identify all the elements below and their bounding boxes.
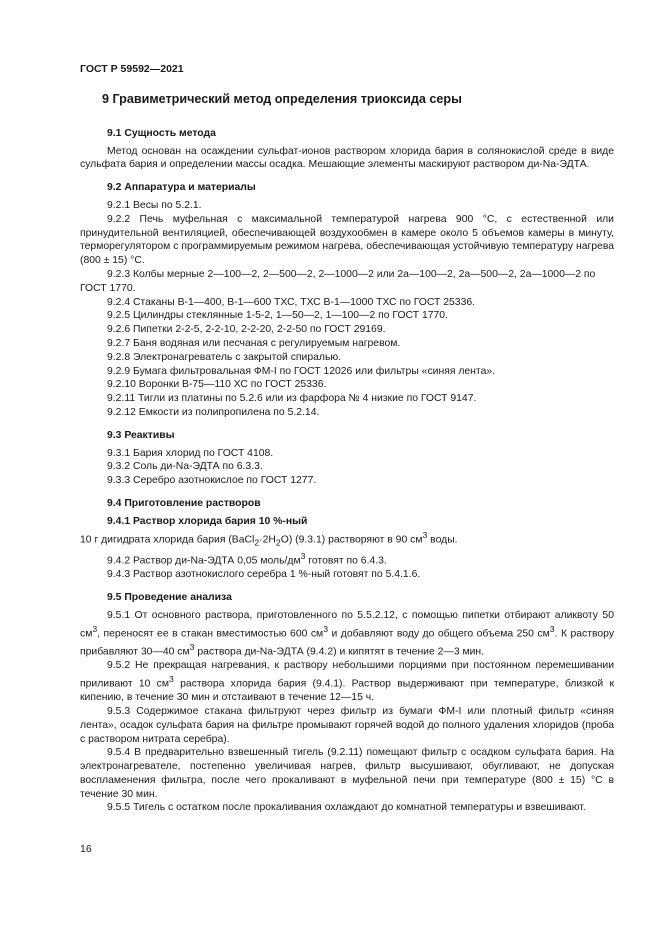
- section-9-1-title: 9.1 Сущность метода: [107, 127, 216, 139]
- section-9-3-title: 9.3 Реактивы: [107, 429, 175, 441]
- section-9-4-title: 9.4 Приготовление растворов: [107, 497, 261, 509]
- item-9-4-2: 9.4.2 Раствор ди-Na-ЭДТА 0,05 моль/$дм^3$ готовят по 6.4.3.: [107, 550, 387, 567]
- item-9-2-7: 9.2.7 Баня водяная или песчаная с регулируемым нагревом.: [107, 337, 401, 349]
- item-9-3-2: 9.3.2 Соль ди-Na-ЭДТА по 6.3.3.: [107, 461, 263, 473]
- standard-header: ГОСТ Р 59592—2021: [80, 63, 184, 75]
- item-9-2-6: 9.2.6 Пипетки 2-2-5, 2-2-10, 2-2-20, 2-2-50 по ГОСТ 29169.: [107, 324, 386, 336]
- item-9-5-4: 9.5.4 В предварительно взвешенный тигель (9.2.11) помещают фильтр с осадком сульфата бария. На электронагревателе, постепенно увеличивая нагрев, фильтр высушивают, обугливают, не допуская воспламенения фильтра, после чего прокаливают в муфельной печи при температуре (800 ± 15) °С в течение 30 мин.: [80, 747, 614, 800]
- section-9-2-title: 9.2 Аппаратура и материалы: [107, 182, 256, 194]
- item-9-2-3: 9.2.3 Колбы мерные 2—100—2, 2—500—2, 2—1000—2 или 2а—100—2, 2а—500—2, 2а—1000—2 по ГОСТ 1770.: [80, 268, 596, 294]
- item-9-3-1: 9.3.1 Бария хлорид по ГОСТ 4108.: [107, 447, 274, 459]
- item-9-4-3: 9.4.3 Раствор азотнокислого серебра 1 %-ный готовят по 5.4.1.6.: [107, 569, 421, 581]
- section-9-4-1-title: 9.4.1 Раствор хлорида бария 10 %-ный: [107, 515, 308, 527]
- item-9-2-8: 9.2.8 Электронагреватель с закрытой спиралью.: [107, 351, 342, 363]
- item-9-2-10: 9.2.10 Воронки В-75—110 ХС по ГОСТ 25336.: [107, 379, 327, 391]
- item-9-5-5: 9.5.5 Тигель с остатком после прокаливания охлаждают до комнатной температуры и взвешивают.: [107, 802, 586, 814]
- item-9-2-12: 9.2.12 Емкости из полипропилена по 5.2.14.: [107, 406, 320, 418]
- item-9-2-1: 9.2.1 Весы по 5.2.1.: [107, 199, 202, 211]
- section-9-5-title: 9.5 Проведение анализа: [107, 591, 232, 603]
- item-9-2-2: 9.2.2 Печь муфельная с максимальной температурой нагрева 900 °С, с естественной или принудительной вентиляцией, обеспечивающей воздухообмен в камере около 5 объемов камеры в минуту, терморегулятором с программируемым режимом нагрева, обеспечивающая устойчивую температуру нагрева (800 ± 15) °С.: [80, 213, 614, 267]
- item-9-4-1-text: 10 г дигидрата хлорида бария $(BaCl_2\cdot 2H_2O)$ (9.3.1) растворяют в 90 $см^3$ воды.: [80, 529, 458, 548]
- section-9-1-text: Метод основан на осаждении сульфат-ионов раствором хлорида бария в солянокислой среде в виде сульфата бария и определении массы осадка. Мешающие элементы маскируют раствором ди-Na-ЭДТА.: [80, 145, 614, 171]
- item-9-2-9: 9.2.9 Бумага фильтровальная ФМ-I по ГОСТ 12026 или фильтры «синяя лента».: [107, 365, 496, 377]
- item-9-2-5: 9.2.5 Цилиндры стеклянные 1-5-2, 1—50—2, 1—100—2 по ГОСТ 1770.: [107, 310, 448, 322]
- item-9-3-3: 9.3.3 Серебро азотнокислое по ГОСТ 1277.: [107, 475, 317, 487]
- item-9-2-11: 9.2.11 Тигли из платины по 5.2.6 или из фарфора № 4 низкие по ГОСТ 9147.: [107, 393, 477, 405]
- item-9-2-4: 9.2.4 Стаканы В-1—400, В-1—600 ТХС, ТХС В-1—1000 ТХС по ГОСТ 25336.: [107, 296, 476, 308]
- item-9-5-3: 9.5.3 Содержимое стакана фильтруют через фильтр из бумаги ФМ-I или плотный фильтр «синяя лента», осадок сульфата бария на фильтре промывают горячей водой до полного удаления хлоридов (проба с раствором нитрата серебра).: [80, 705, 614, 745]
- section-9-title: 9 Гравиметрический метод определения триоксида серы: [102, 92, 462, 106]
- page-number: 16: [80, 843, 92, 855]
- page-content: [80, 93, 614, 815]
- item-9-5-2: 9.5.2 Не прекращая нагревания, к раствору небольшими порциями при постоянном перемешивании приливают 10 $см^3$ раствора хлорида бария (9.4.1). Раствор выдерживают при температуре, близкой к кипению, в течение 30 мин и отстаивают в течение 12—15 ч.: [80, 660, 614, 704]
- item-9-5-1: 9.5.1 От основного раствора, приготовленного по 5.5.2.12, с помощью пипетки отбирают аликвоту 50 $см^3$, переносят ее в стакан вместимостью 600 $см^3$ и добавляют воду до общего объема 250 $см^3$. К раствору прибавляют 30—40 $см^3$ раствора ди-Na-ЭДТА (9.4.2) и кипятят в течение 2—3 мин.: [80, 609, 615, 658]
